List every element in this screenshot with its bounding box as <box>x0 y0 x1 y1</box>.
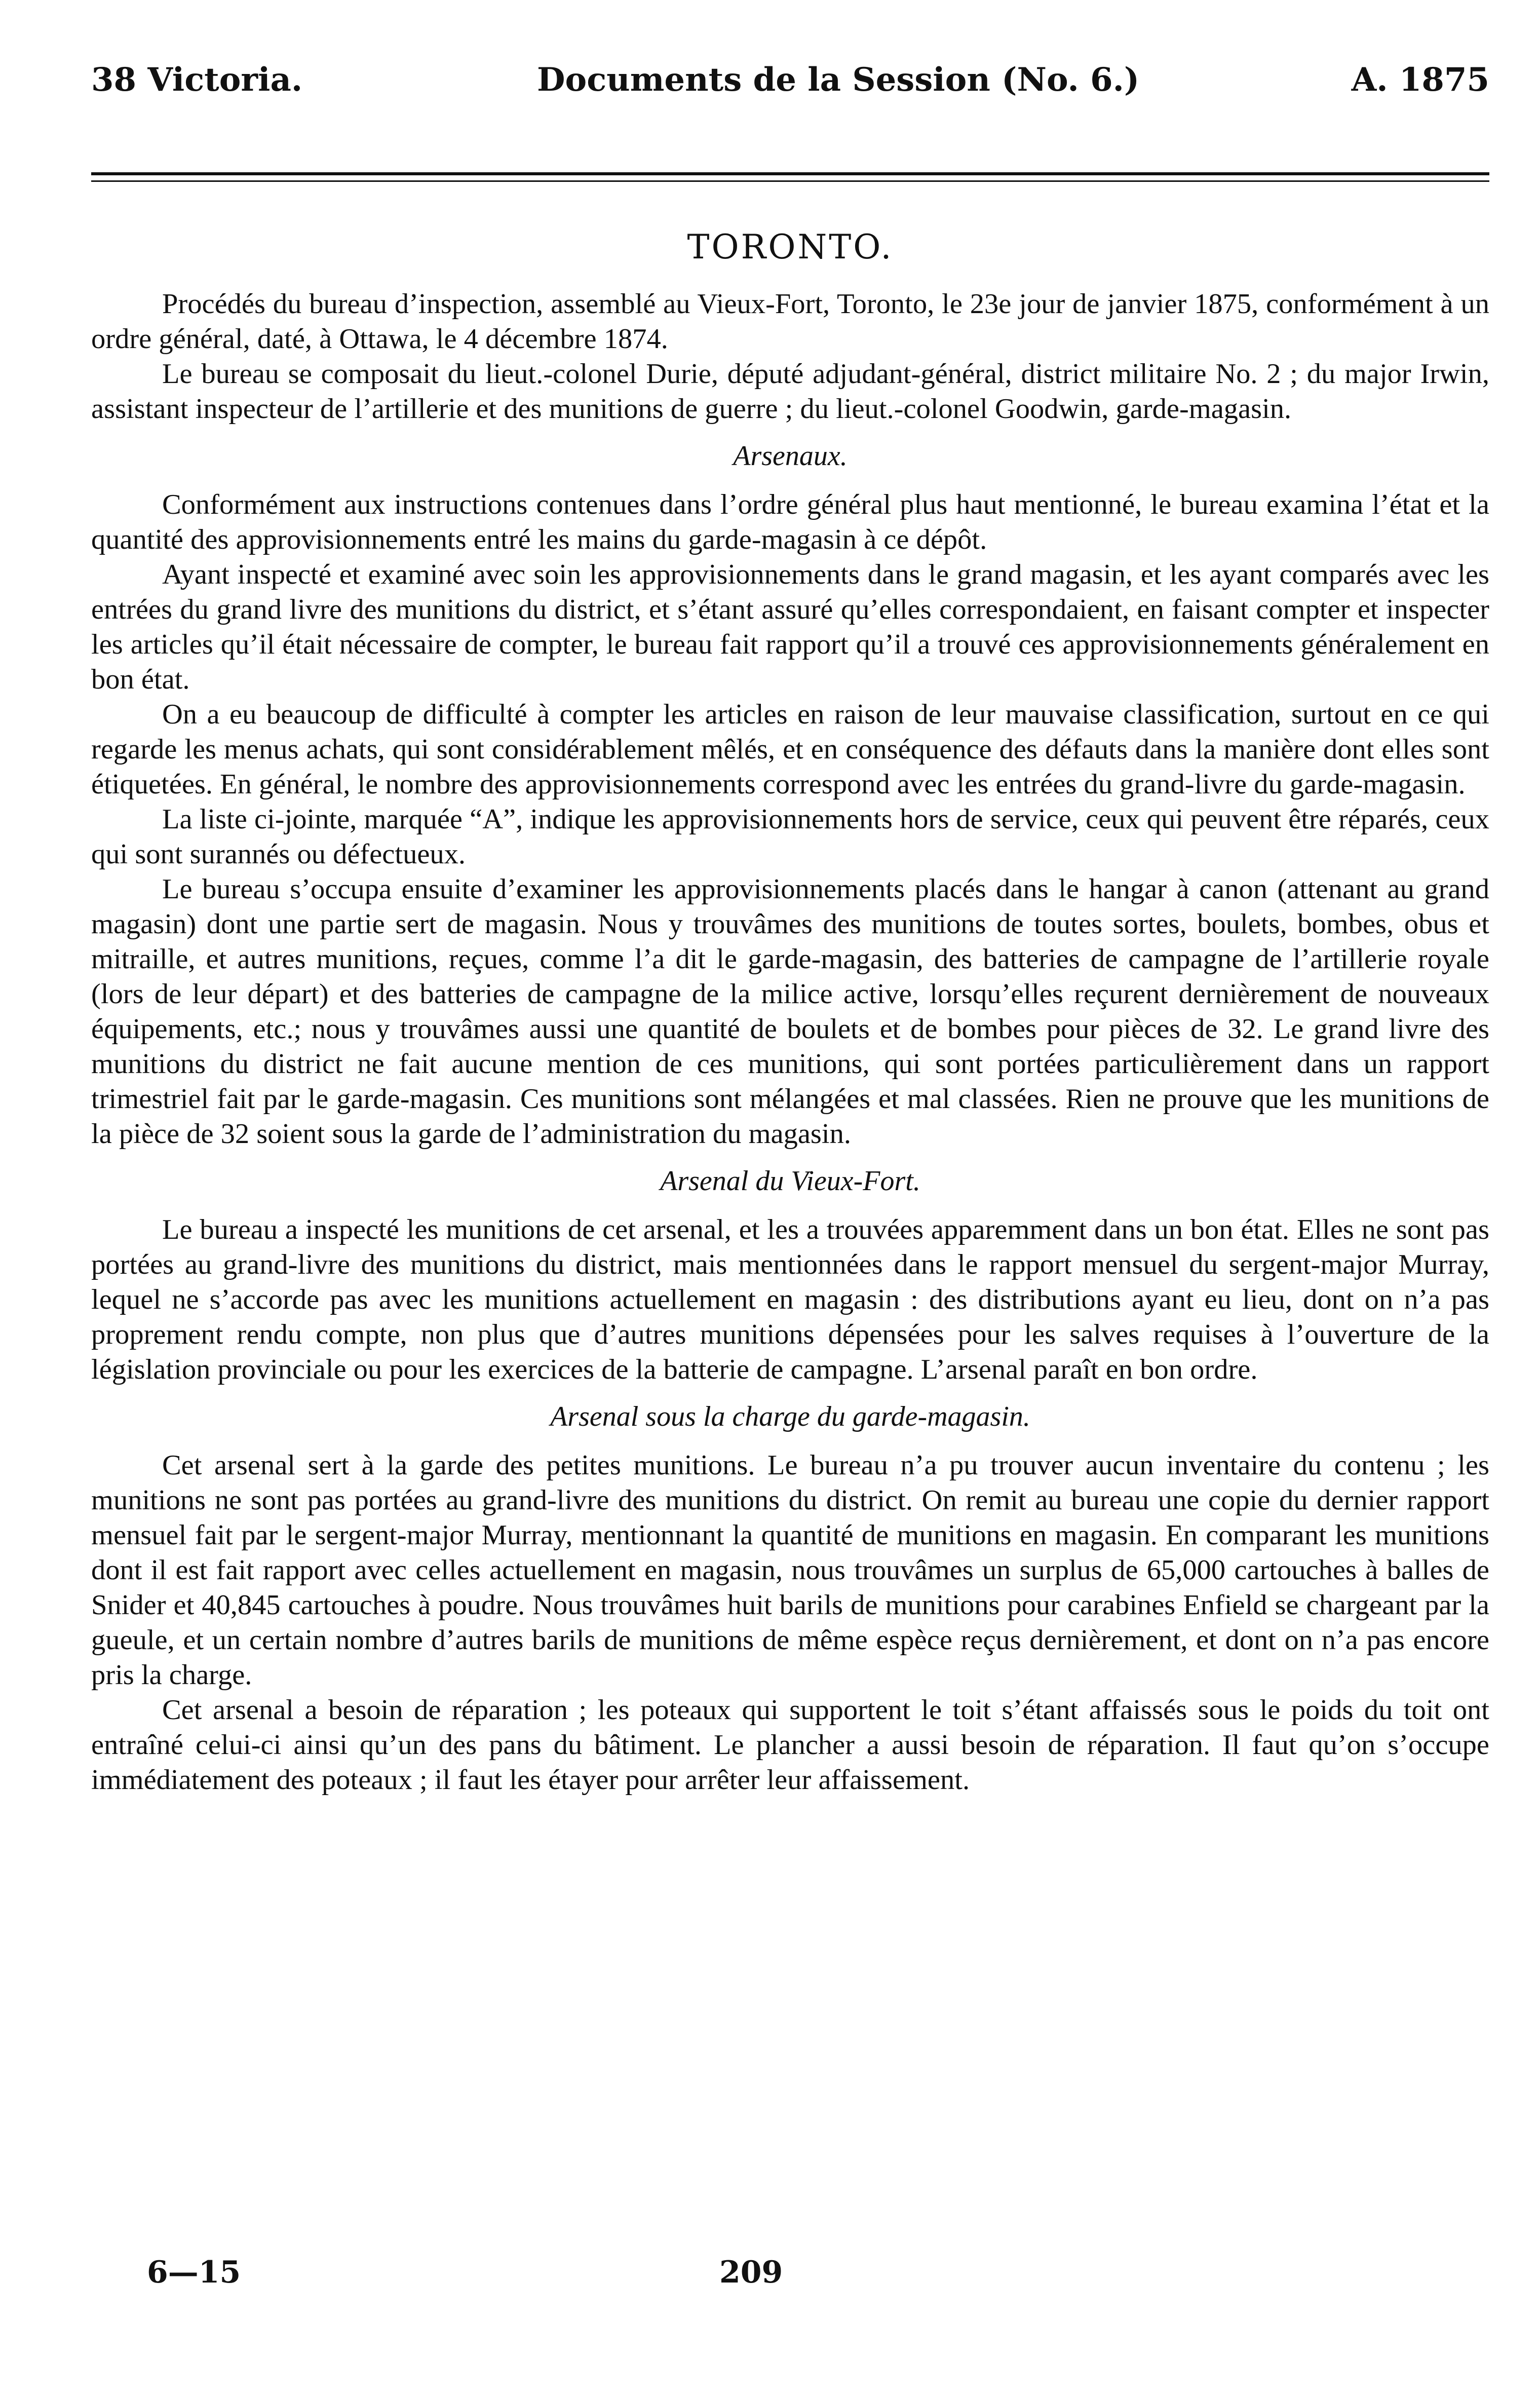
paragraph: Le bureau s’occupa ensuite d’examiner les approvisionnements placés dans le hangar à canon (attenant au grand magasin) dont une partie sert de magasin. Nous y trouvâmes des munitions de toutes sortes, boulets, bombes, obus et mitraille, et autres munitions, reçues, comme l’a dit le garde-magasin, des batteries de campagne de l’artillerie royale (lors de leur départ) et des batteries de campagne de la milice active, lorsqu’elles reçurent dernièrement de nouveaux équipements, etc.; nous y trouvâmes aussi une quantité de boulets et de bombes pour pièces de 32. Le grand livre des munitions du district ne fait aucune mention de ces munitions, qui sont portées particulièrement dans un rapport trimestriel fait par le garde-magasin. Ces munitions sont mélangées et mal classées. Rien ne prouve que les munitions de la pièce de 32 soient sous la garde de l’administration du magasin. <box>91 873 1489 1150</box>
header-rule-thin <box>91 180 1489 182</box>
paragraph: Le bureau se composait du lieut.-colonel Durie, député adjudant-général, district militaire No. 2 ; du major Irwin, assistant inspecteur de l’artillerie et des munitions de guerre ; du lieut.-colonel Goodwin, garde-magasin. <box>91 358 1489 425</box>
page-number: 209 <box>719 2255 783 2290</box>
paragraph: Cet arsenal a besoin de réparation ; les poteaux qui supportent le toit s’étant affaissés sous le poids du toit ont entraîné celui-ci ainsi qu’un des pans du bâtiment. Le plancher a aussi besoin de réparation. Il faut qu’on s’occupe immédiatement des poteaux ; il faut les étayer pour arrêter leur affaissement. <box>91 1694 1489 1796</box>
header-year: A. 1875 <box>1351 61 1489 99</box>
section-heading: Arsenal du Vieux-Fort. <box>660 1165 920 1197</box>
header-rule <box>91 172 1489 175</box>
page-footer <box>91 2255 1489 2300</box>
paragraph: Procédés du bureau d’inspection, assemblé au Vieux-Fort, Toronto, le 23e jour de janvier 1875, conformément à un ordre général, daté, à Ottawa, le 4 décembre 1874. <box>91 288 1489 355</box>
paragraph: Conformément aux instructions contenues dans l’ordre général plus haut mentionné, le bureau examina l’état et la quantité des approvisionnements entré les mains du garde-magasin à ce dépôt. <box>91 489 1489 555</box>
paragraph: Le bureau a inspecté les munitions de cet arsenal, et les a trouvées apparemment dans un bon état. Elles ne sont pas portées au grand-livre des munitions du district, mais mentionnées dans le rapport mensuel du sergent-major Murray, lequel ne s’accorde pas avec les munitions actuellement en magasin : des distributions ayant eu lieu, dont on n’a pas proprement rendu compte, non plus que d’autres munitions dépensées pour les salves requises à l’ouverture de la législation provinciale ou pour les exercices de la batterie de campagne. L’arsenal paraît en bon ordre. <box>91 1214 1489 1385</box>
paragraph: Ayant inspecté et examiné avec soin les approvisionnements dans le grand magasin, et les ayant comparés avec les entrées du grand livre des munitions du district, et s’étant assuré qu’elles correspondaient, en faisant compter et inspecter les articles qu’il était nécessaire de compter, le bureau fait rapport qu’il a trouvé ces approvisionnements généralement en bon état. <box>91 559 1489 695</box>
page-title: TORONTO. <box>687 227 894 267</box>
header-title: Documents de la Session (No. 6.) <box>537 61 1140 99</box>
running-header <box>91 61 1489 117</box>
section-heading: Arsenal sous la charge du garde-magasin. <box>550 1401 1030 1432</box>
section-heading: Arsenaux. <box>733 440 848 472</box>
signature-mark: 6—15 <box>147 2255 241 2290</box>
page <box>91 61 1489 1798</box>
paragraph: On a eu beaucoup de difficulté à compter les articles en raison de leur mauvaise classification, surtout en ce qui regarde les menus achats, qui sont considérablement mêlés, et en conséquence des défauts dans la manière dont elles sont étiquetées. En général, le nombre des approvisionnements correspond avec les entrées du grand-livre du garde-magasin. <box>91 699 1489 800</box>
paragraph: Cet arsenal sert à la garde des petites munitions. Le bureau n’a pu trouver aucun inventaire du contenu ; les munitions ne sont pas portées au grand-livre des munitions du district. On remit au bureau une copie du dernier rapport mensuel fait par le sergent-major Murray, mentionnant la quantité de munitions en magasin. En comparant les munitions dont il est fait rapport avec celles actuellement en magasin, nous trouvâmes un surplus de 65,000 cartouches à balles de Snider et 40,845 cartouches à poudre. Nous trouvâmes huit barils de munitions pour carabines Enfield se chargeant par la gueule, et un certain nombre d’autres barils de munitions de même espèce reçus dernièrement, et dont on n’a pas encore pris la charge. <box>91 1450 1489 1691</box>
paragraph: La liste ci-jointe, marquée “A”, indique les approvisionnements hors de service, ceux qui peuvent être réparés, ceux qui sont surannés ou défectueux. <box>91 804 1489 870</box>
header-volume: 38 Victoria. <box>91 61 303 99</box>
